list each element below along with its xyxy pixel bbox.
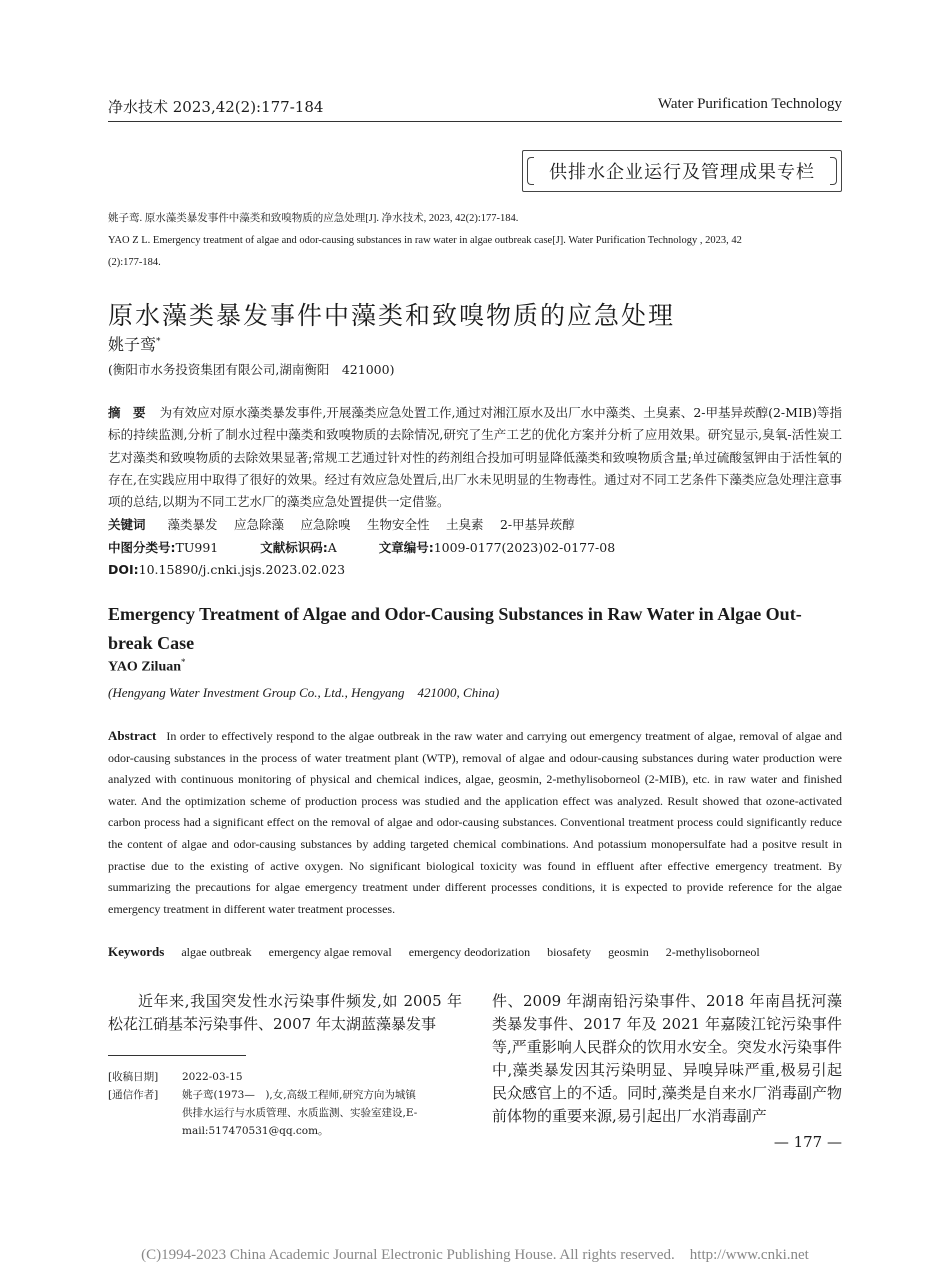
abstract-en-label: Abstract: [108, 728, 157, 743]
header-rule: [108, 121, 842, 122]
abstract-cn-text: 为有效应对原水藻类暴发事件,开展藻类应急处置工作,通过对湘江原水及出厂水中藻类、土臭素、2-甲基异莰醇(2-MIB)等指标的持续监测,分析了制水过程中藻类和致嗅物质的去除情况,研究了生产工艺的优化方案并分析了应用效果。研究显示,臭氧-活性炭工艺对藻类和致嗅物质的去除效果显著;常规工艺通过针对性的药剂组合投加可明显降低藻类和致嗅物质含量;单过硫酸氢钾由于活性氧的存在,在实践应用中取得了很好的效果。经过有效应急处置后,出厂水未见明显的生物毒性。通过对不同工艺条件下藻类应急处理注意事项的总结,以期为不同工艺水厂的藻类应急处置提供一定借鉴。: [108, 405, 842, 510]
author-cn: [108, 332, 161, 355]
received-date-value: 2022-03-15: [182, 1071, 243, 1083]
citation-cn: 姚子鸾. 原水藻类暴发事件中藻类和致嗅物质的应急处理[J]. 净水技术, 2023, 42(2):177-184.: [108, 213, 519, 224]
corresponding-author-line2: 供排水运行与水质管理、水质监测、实验室建设,E-: [182, 1107, 418, 1119]
author-cn-mark: *: [156, 336, 161, 347]
copyright-notice: (C)1994-2023 China Academic Journal Electronic Publishing House. All rights reserved. http://www.cnki.net: [141, 1247, 809, 1263]
keyword-cn: 2-甲基异莰醇: [499, 517, 575, 532]
corresponding-author-line1: 姚子鸾(1973— ),女,高级工程师,研究方向为城镇: [182, 1089, 416, 1101]
clc-value: TU991: [175, 540, 219, 555]
keyword-en: biosafety: [547, 945, 592, 959]
keywords-en-label: Keywords: [108, 944, 165, 959]
keyword-cn: 应急除嗅: [300, 517, 351, 532]
article-no-value: 1009-0177(2023)02-0177-08: [433, 540, 616, 555]
keyword-cn: 应急除藻: [233, 517, 284, 532]
footnote-rule: [108, 1055, 246, 1056]
author-en-mark: *: [181, 657, 186, 667]
page-number: — 177 —: [773, 1133, 842, 1151]
keyword-cn: 藻类暴发: [167, 517, 218, 532]
keyword-en: emergency deodorization: [408, 945, 531, 959]
keyword-en: 2-methylisoborneol: [665, 945, 760, 959]
bracket-left-decoration: [527, 157, 534, 185]
keyword-cn: 土臭素: [445, 517, 484, 532]
journal-header-right: Water Purification Technology: [657, 96, 842, 112]
clc-label: 中图分类号:: [108, 540, 176, 555]
keyword-cn: 生物安全性: [366, 517, 430, 532]
title-cn: 原水藻类暴发事件中藻类和致嗅物质的应急处理: [108, 301, 676, 330]
affiliation-cn: (衡阳市水务投资集团有限公司,湖南衡阳 421000): [108, 362, 395, 377]
keyword-en: algae outbreak: [181, 945, 252, 959]
abstract-en-text: In order to effectively respond to the algae outbreak in the raw water and carrying out emergency treatment of algae, removal of algae and odor-causing substances in the process of water treatment plant (WTP), removal of algae and odour-causing substances during water production were analyzed with continuous monitoring of physical and chemical indices, algae, geosmin, 2-methylisoborneol (2-MIB), etc. in raw water and finished water. And the optimization scheme of production process was studied and the application effect was analyzed. Result showed that ozone-activated carbon process had a significant effect on the removal of algae and odor-causing substances. Conventional treatment process could significantly reduce the content of algae and odor-causing substances by adding targeted chemical combinations. And potassium monopersulfate had a positve result in practise due to the existing of active oxygen. No significant biological toxicity was found in effluent after effective emergency treatment. By summarizing the precautions for algae emergency treatment under different processes conditions, it is expected to provide reference for the algae emergency treatment in different water treatment processes.: [108, 729, 842, 916]
author-en-name: YAO Ziluan: [108, 659, 182, 675]
column-tag-box: [522, 150, 842, 192]
title-en: Emergency Treatment of Algae and Odor-Causing Substances in Raw Water in Algae Out-break Case: [108, 604, 802, 653]
body-text-right-column: 件、2009 年湖南铅污染事件、2018 年南昌抚河藻类暴发事件、2017 年及 2021 年嘉陵江铊污染事件等,严重影响人民群众的饮用水安全。突发水污染事件中,藻类暴发因其污染明显、异嗅异味严重,极易引起民众感官上的不适。同时,藻类是自来水厂消毒副产物前体物的重要来源,易引起出厂水消毒副产: [492, 992, 842, 1125]
abstract-cn: [108, 402, 842, 513]
citation-en-line1: YAO Z L. Emergency treatment of algae and odor-causing substances in raw water in algae outbreak case[J]. Water Purification Technology , 2023, 42: [108, 235, 742, 246]
classification-line: [108, 537, 842, 559]
abstract-en: [108, 725, 842, 920]
footnote-author: [108, 1086, 462, 1140]
doc-code-value: A: [327, 540, 337, 555]
keyword-en: geosmin: [608, 945, 649, 959]
corresponding-author-label: [通信作者]: [108, 1089, 159, 1101]
journal-header-left: 净水技术 2023,42(2):177-184: [108, 98, 324, 116]
keywords-en: [108, 944, 774, 960]
bracket-right-decoration: [830, 157, 837, 185]
doi-value: 10.15890/j.cnki.jsjs.2023.02.023: [138, 562, 346, 577]
body-text-left-column: 近年来,我国突发性水污染事件频发,如 2005 年松花江硝基苯污染事件、2007 年太湖蓝藻暴发事: [108, 992, 462, 1033]
corresponding-author-line3: mail:517470531@qq.com。: [182, 1125, 329, 1137]
keywords-cn-label: 关键词: [108, 517, 146, 532]
doi-label: DOI:: [108, 562, 139, 577]
footnote-received: [108, 1068, 462, 1086]
column-tag-label: 供排水企业运行及管理成果专栏: [549, 162, 815, 183]
article-no-label: 文章编号:: [378, 540, 434, 555]
doc-code-label: 文献标识码:: [260, 540, 328, 555]
keyword-en: emergency algae removal: [268, 945, 392, 959]
citation-en-line2: (2):177-184.: [108, 257, 161, 268]
author-cn-name: 姚子鸾: [108, 335, 157, 354]
keywords-cn: [108, 514, 842, 536]
abstract-cn-label: 摘 要: [108, 405, 146, 420]
author-en: [108, 657, 186, 676]
affiliation-en: (Hengyang Water Investment Group Co., Ltd., Hengyang 421000, China): [108, 685, 500, 700]
received-date-label: [收稿日期]: [108, 1071, 159, 1083]
doi-line: [108, 559, 842, 581]
